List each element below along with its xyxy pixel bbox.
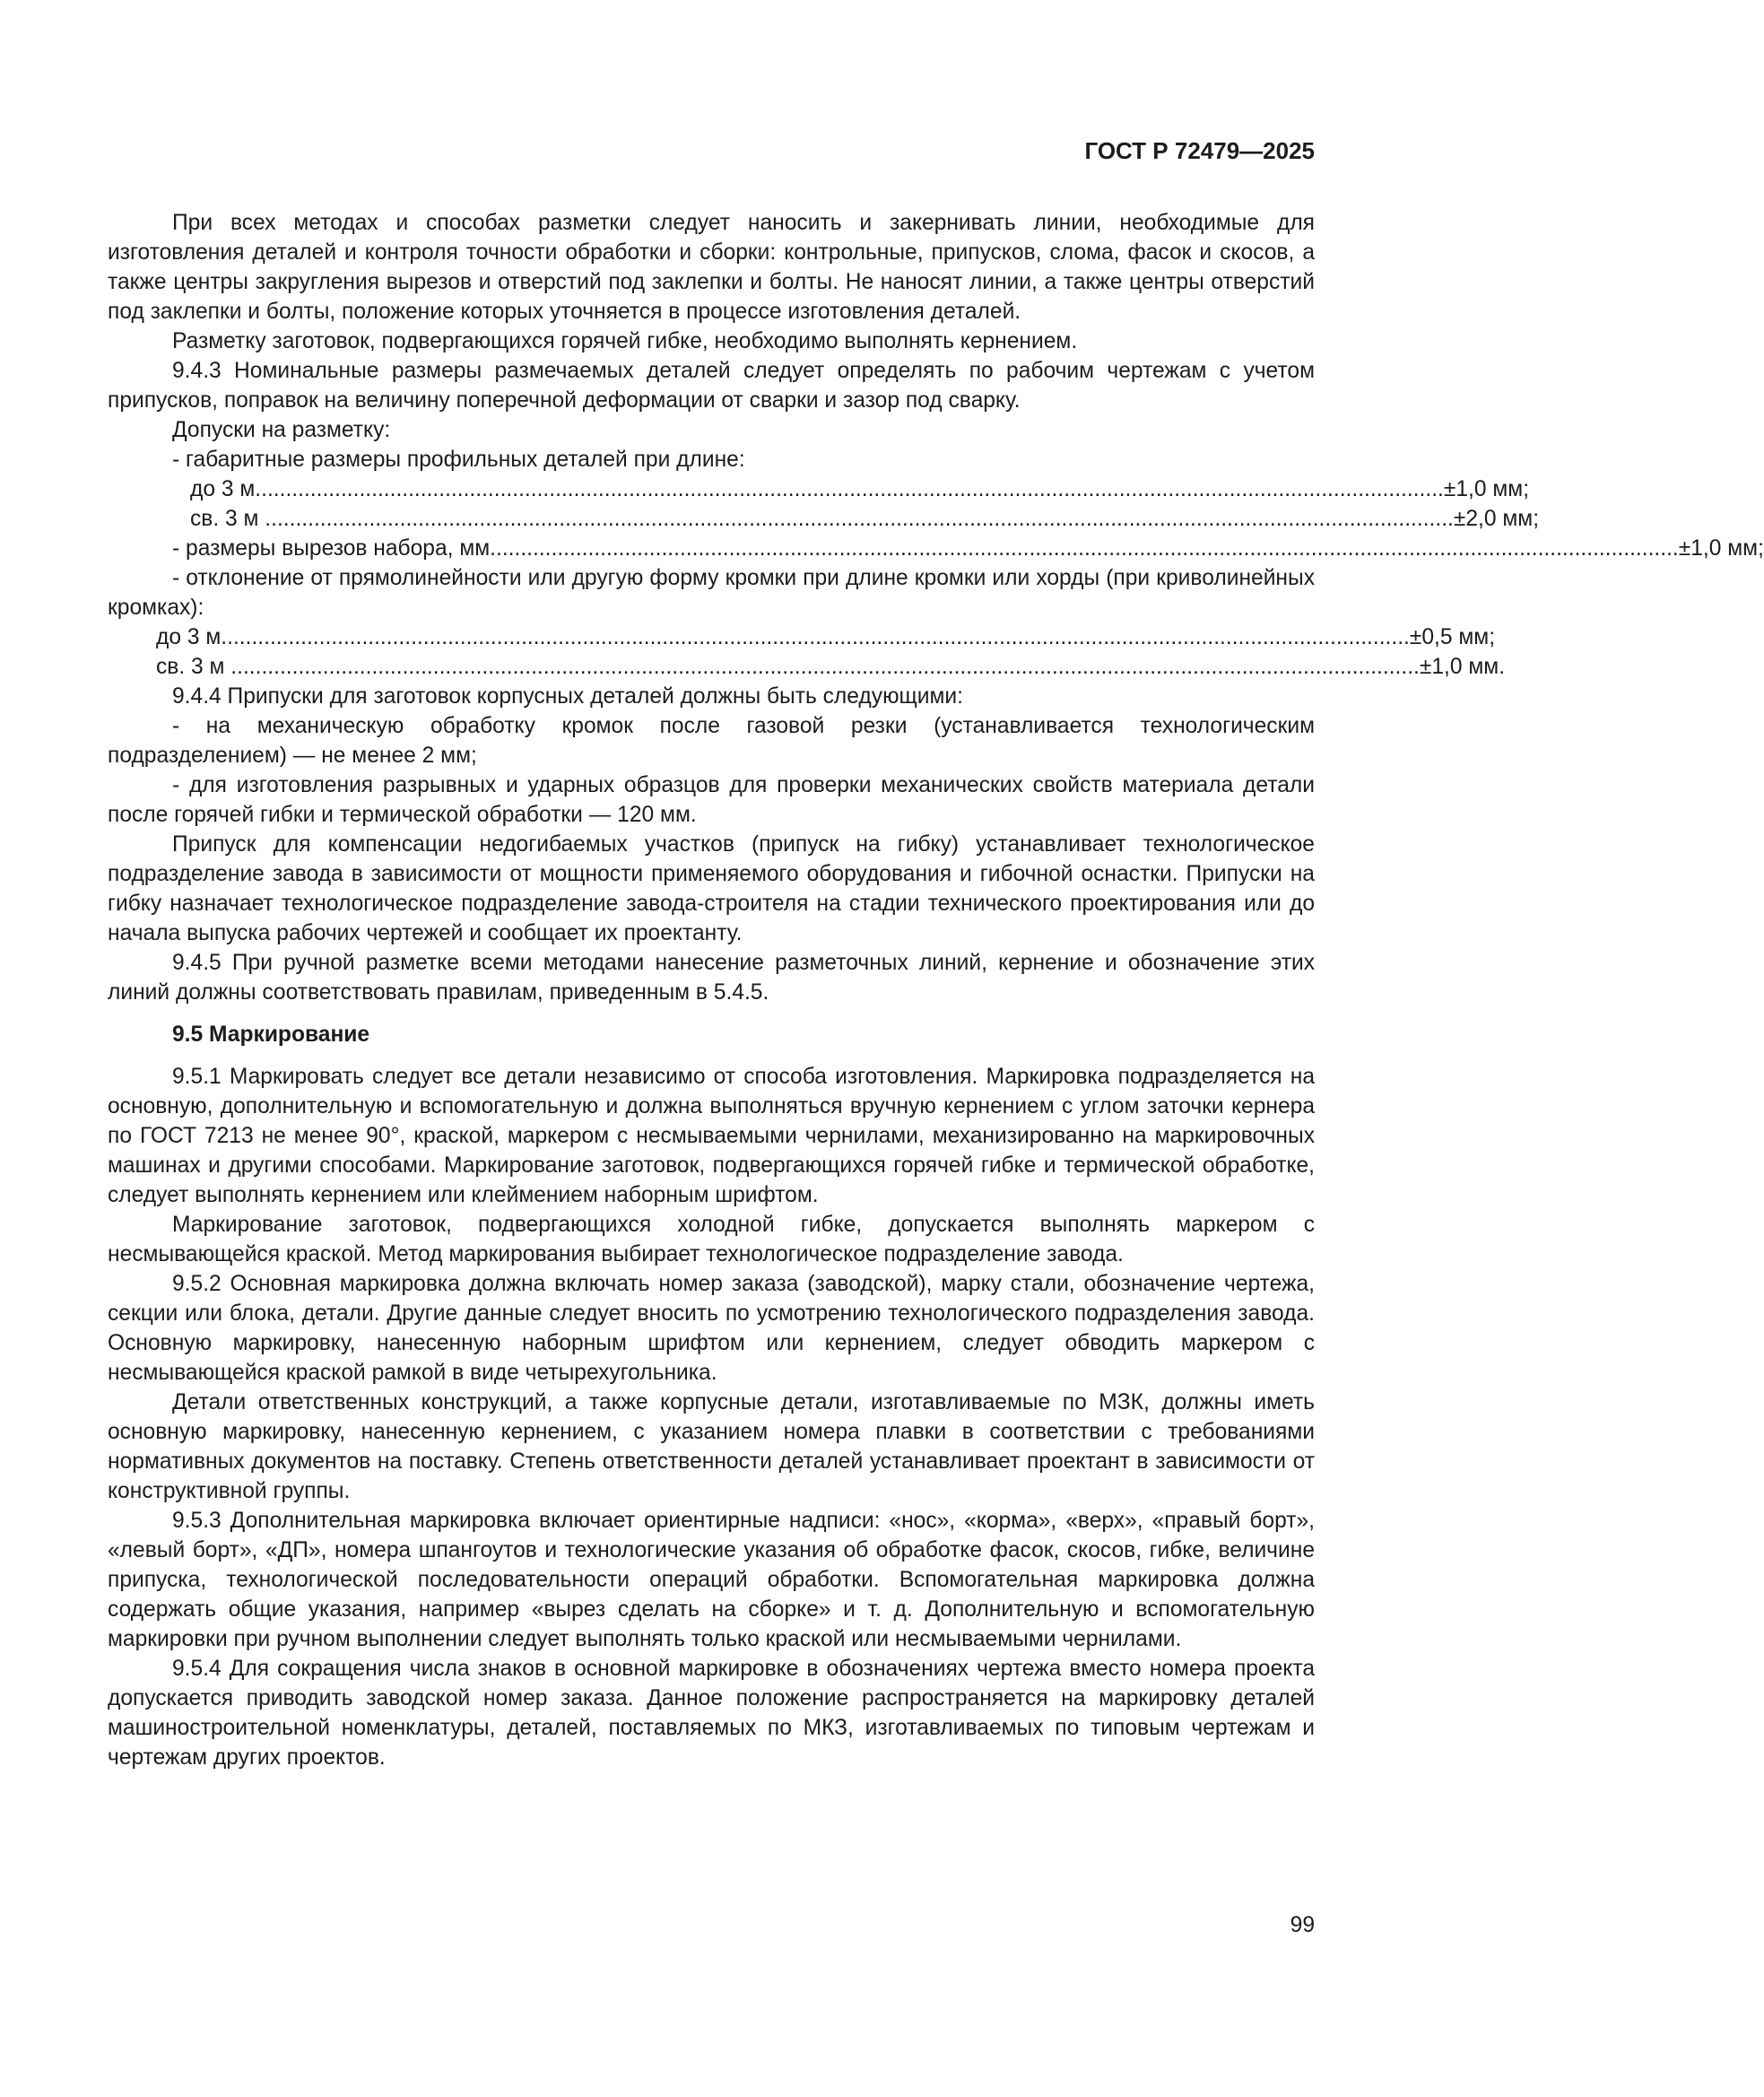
paragraph: Детали ответственных конструкций, а также корпусные детали, изготавливаемые по МЗК, должны иметь основную маркировку, нанесенную кернением, с указанием номера плавки в соответствии с требованиями нормативных документов на поставку. Степень ответственности деталей устанавливает проектант в зависимости от конструктивной группы.: [108, 1390, 1315, 1503]
tolerance-label: до 3 м: [156, 625, 222, 649]
tolerance-value: ±0,5 мм;: [1409, 625, 1496, 649]
tolerance-value: ±1,0 мм;: [1443, 477, 1530, 501]
tolerance-line: [108, 474, 1530, 504]
paragraph-9-4-3: 9.4.3 Номинальные размеры размечаемых деталей следует определять по рабочим чертежам с учетом припусков, поправок на величину поперечной деформации от сварки и зазор под сварку.: [108, 359, 1315, 413]
leader-dots: ..................................................................................................................................................................................................: [490, 536, 1679, 561]
paragraph-9-4-5: 9.4.5 При ручной разметке всеми методами нанесение разметочных линий, кернение и обозначение этих линий должны соответствовать правилам, приведенным в 5.4.5.: [108, 951, 1315, 1005]
leader-dots: ..................................................................................................................................................................................................: [230, 655, 1420, 679]
leader-dots: ..................................................................................................................................................................................................: [221, 625, 1410, 649]
tolerance-line: [108, 622, 1496, 652]
list-item: - на механическую обработку кромок после газовой резки (устанавливается технологическим подразделением) — не менее 2 мм;: [108, 714, 1315, 768]
tolerance-value: ±1,0 мм.: [1419, 655, 1506, 679]
paragraph-9-5-3: 9.5.3 Дополнительная маркировка включает ориентирные надписи: «нос», «корма», «верх», «правый борт», «левый борт», «ДП», номера шпангоутов и технологические указания об обработке фасок, скосов, гибке, величине припуска, технологической последовательности операций обработки. Вспомогательная маркировка должна содержать общие указания, например «вырез сделать на сборке» и т. д. Дополнительную и вспомогательную маркировки при ручном выполнении следует выполнять только краской или несмываемыми чернилами.: [108, 1509, 1315, 1651]
paragraph: При всех методах и способах разметки следует наносить и закернивать линии, необходимые для изготовления деталей и контроля точности обработки и сборки: контрольные, припусков, слома, фасок и скосов, а также центры закругления вырезов и отверстий под заклепки и болты. Не наносят линии, а также центры отверстий под заклепки и болты, положение которых уточняется в процессе изготовления деталей.: [108, 211, 1315, 324]
paragraph-9-5-1: 9.5.1 Маркировать следует все детали независимо от способа изготовления. Маркировка подразделяется на основную, дополнительную и вспомогательную и должна выполняться вручную кернением с углом заточки кернера по ГОСТ 7213 не менее 90°, краской, маркером с несмываемыми чернилами, механизированно на маркировочных машинах и другими способами. Маркирование заготовок, подвергающихся горячей гибке и термической обработке, следует выполнять кернением или клеймением наборным шрифтом.: [108, 1065, 1315, 1207]
leader-dots: ..................................................................................................................................................................................................: [265, 507, 1454, 531]
list-item: - габаритные размеры профильных деталей при длине:: [172, 448, 745, 472]
list-item: - отклонение от прямолинейности или другую форму кромки при длине кромки или хорды (при криволинейных кромках):: [108, 566, 1315, 620]
paragraph-9-5-2: 9.5.2 Основная маркировка должна включать номер заказа (заводской), марку стали, обозначение чертежа, секции или блока, детали. Другие данные следует вносить по усмотрению технологического подразделения завода. Основную маркировку, нанесенную наборным шрифтом или кернением, следует обводить маркером с несмывающейся краской рамкой в виде четырехугольника.: [108, 1272, 1315, 1385]
tolerance-line: [108, 504, 1540, 534]
page-number: 99: [1290, 1913, 1315, 1937]
document-body: [108, 208, 1764, 1772]
tolerance-label: до 3 м: [190, 477, 256, 501]
tolerance-label: св. 3 м: [156, 655, 231, 679]
section-heading: 9.5 Маркирование: [172, 1022, 370, 1047]
paragraph-9-5-4: 9.5.4 Для сокращения числа знаков в основной маркировке в обозначениях чертежа вместо номера проекта допускается приводить заводской номер заказа. Данное положение распространяется на маркировку деталей машиностроительной номенклатуры, деталей, поставляемых по МКЗ, изготавливаемых по типовым чертежам и чертежам других проектов.: [108, 1657, 1315, 1770]
paragraph: Разметку заготовок, подвергающихся горячей гибке, необходимо выполнять кернением.: [172, 329, 1078, 353]
tolerance-value: ±1,0 мм;: [1678, 536, 1764, 561]
tolerance-value: ±2,0 мм;: [1453, 507, 1540, 531]
paragraph-9-4-4: 9.4.4 Припуски для заготовок корпусных деталей должны быть следующими:: [172, 684, 963, 709]
tolerance-label: св. 3 м: [190, 507, 265, 531]
document-header: ГОСТ Р 72479—2025: [1084, 137, 1315, 164]
tolerance-line: [108, 652, 1506, 682]
leader-dots: ..................................................................................................................................................................................................: [255, 477, 1444, 501]
paragraph: Маркирование заготовок, подвергающихся холодной гибке, допускается выполнять маркером с несмывающейся краской. Метод маркирования выбирает технологическое подразделение завода.: [108, 1213, 1315, 1266]
tolerance-label: - размеры вырезов набора, мм: [172, 536, 491, 561]
paragraph: Допуски на разметку:: [172, 418, 391, 442]
list-item: - для изготовления разрывных и ударных образцов для проверки механических свойств материала детали после горячей гибки и термической обработки — 120 мм.: [108, 773, 1315, 827]
paragraph: Припуск для компенсации недогибаемых участков (припуск на гибку) устанавливает технологическое подразделение завода в зависимости от мощности применяемого оборудования и гибочной оснастки. Припуски на гибку назначает технологическое подразделение завода-строителя на стадии технического проектирования или до начала выпуска рабочих чертежей и сообщает их проектанту.: [108, 832, 1315, 945]
tolerance-line: [108, 534, 1764, 563]
